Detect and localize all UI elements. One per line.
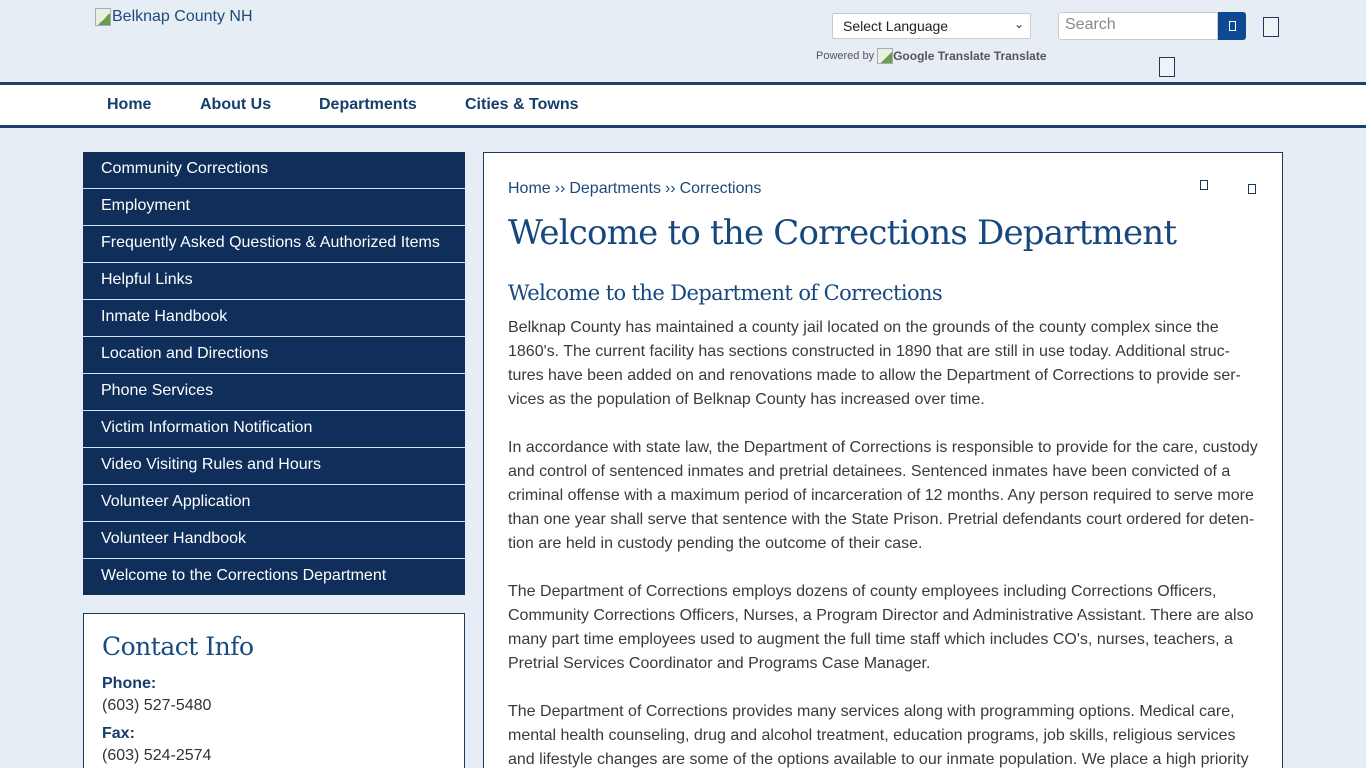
google-logo-icon <box>877 48 893 64</box>
search-input[interactable] <box>1058 12 1218 40</box>
language-select-value: Select Language <box>843 18 949 34</box>
paragraph: The Department of Corrections employs dozens of county employees including Corrections Officers, Community Corrections Officers, Nurses, a Program Director and Administrative Assistant. There are also many part time employees used to augment the full time staff which includes CO's, nurses, teachers, a Pretrial Services Coordinator and Programs Case Manager. <box>508 583 1254 672</box>
fax-label: Fax: <box>102 725 135 742</box>
sidebar-item-employment[interactable]: Employment <box>83 189 465 226</box>
broken-image-icon <box>95 8 111 26</box>
page-title: Welcome to the Corrections Department <box>508 213 1177 253</box>
paragraph: In accordance with state law, the Department of Corrections is responsible to provide for the care, custody and control of sentenced inmates and pretrial detainees. Sentenced inmates have been convicted of a criminal offense with a maximum period of incarceration of 12 months. Any person required to serve more than one year shall serve that sentence with the State Prison. Pretrial defendants court ordered for detention are held in custody pending the outcome of their case. <box>508 439 1258 552</box>
logo-alt-text: Belknap County NH <box>112 8 253 25</box>
site-header <box>0 0 1366 82</box>
search-icon <box>1229 21 1236 31</box>
language-select[interactable] <box>832 13 1031 39</box>
breadcrumb <box>508 180 761 198</box>
breadcrumb-departments[interactable]: Departments <box>569 180 661 197</box>
paragraph: Belknap County has maintained a county jail located on the grounds of the county complex since the 1860's. The current facility has sections constructed in 1890 that are still in use today. Additional structures have been added on and renovations made to allow the Department of Corrections to provide services as the population of Belknap County has increased over time. <box>508 319 1241 408</box>
print-icon[interactable] <box>1200 180 1208 190</box>
sidebar-item-location[interactable]: Location and Directions <box>83 337 465 374</box>
search-placeholder: Search <box>1065 16 1116 33</box>
breadcrumb-home[interactable]: Home <box>508 180 551 197</box>
main-content <box>483 152 1283 768</box>
menu-icon[interactable] <box>1263 17 1279 37</box>
powered-by-google <box>816 48 1047 64</box>
google-translate-alt: Google Translate <box>893 49 991 63</box>
paragraph: The Department of Corrections provides many services along with programming options. Medical care, mental health counseling, drug and alcohol treatment, education programs, job skills, religious services and lifestyle changes are some of the options available to our inmate population. We place a high priority <box>508 703 1249 768</box>
share-icon[interactable] <box>1248 184 1256 194</box>
sidebar-item-phone-services[interactable]: Phone Services <box>83 374 465 411</box>
share-icon[interactable] <box>1159 57 1175 77</box>
chevron-down-icon: ⌄ <box>1013 17 1024 31</box>
nav-cities-towns[interactable]: Cities & Towns <box>465 96 579 113</box>
translate-label: Translate <box>993 49 1047 63</box>
sidebar-item-inmate-handbook[interactable]: Inmate Handbook <box>83 300 465 337</box>
sidebar-item-welcome[interactable]: Welcome to the Corrections Department <box>83 559 465 595</box>
fax-value: (603) 524-2574 <box>102 747 212 764</box>
breadcrumb-separator: ›› <box>554 180 566 197</box>
contact-title: Contact Info <box>102 632 254 661</box>
contact-info-box <box>83 613 465 768</box>
body-text <box>508 316 1260 768</box>
breadcrumb-corrections[interactable]: Corrections <box>679 180 762 197</box>
sidebar-item-victim-notification[interactable]: Victim Information Notification <box>83 411 465 448</box>
sidebar-item-faq[interactable]: Frequently Asked Questions & Authorized Items <box>83 226 465 263</box>
sidebar-item-helpful-links[interactable]: Helpful Links <box>83 263 465 300</box>
sidebar-item-volunteer-application[interactable]: Volunteer Application <box>83 485 465 522</box>
nav-departments[interactable]: Departments <box>319 96 417 113</box>
search-button[interactable] <box>1218 12 1246 40</box>
sidebar-item-community-corrections[interactable]: Community Corrections <box>83 152 465 189</box>
main-nav <box>0 82 1366 128</box>
phone-label: Phone: <box>102 675 157 692</box>
section-title: Welcome to the Department of Corrections <box>508 281 943 305</box>
logo-link[interactable] <box>95 8 253 26</box>
nav-about-us[interactable]: About Us <box>200 96 272 113</box>
nav-home[interactable]: Home <box>107 96 152 113</box>
sidebar-item-video-visiting[interactable]: Video Visiting Rules and Hours <box>83 448 465 485</box>
google-translate-link[interactable] <box>877 48 1046 64</box>
breadcrumb-separator: ›› <box>664 180 676 197</box>
sidebar-item-volunteer-handbook[interactable]: Volunteer Handbook <box>83 522 465 559</box>
powered-by-label: Powered by <box>816 50 875 62</box>
sidebar-menu <box>83 152 465 595</box>
phone-value[interactable]: (603) 527-5480 <box>102 697 212 714</box>
